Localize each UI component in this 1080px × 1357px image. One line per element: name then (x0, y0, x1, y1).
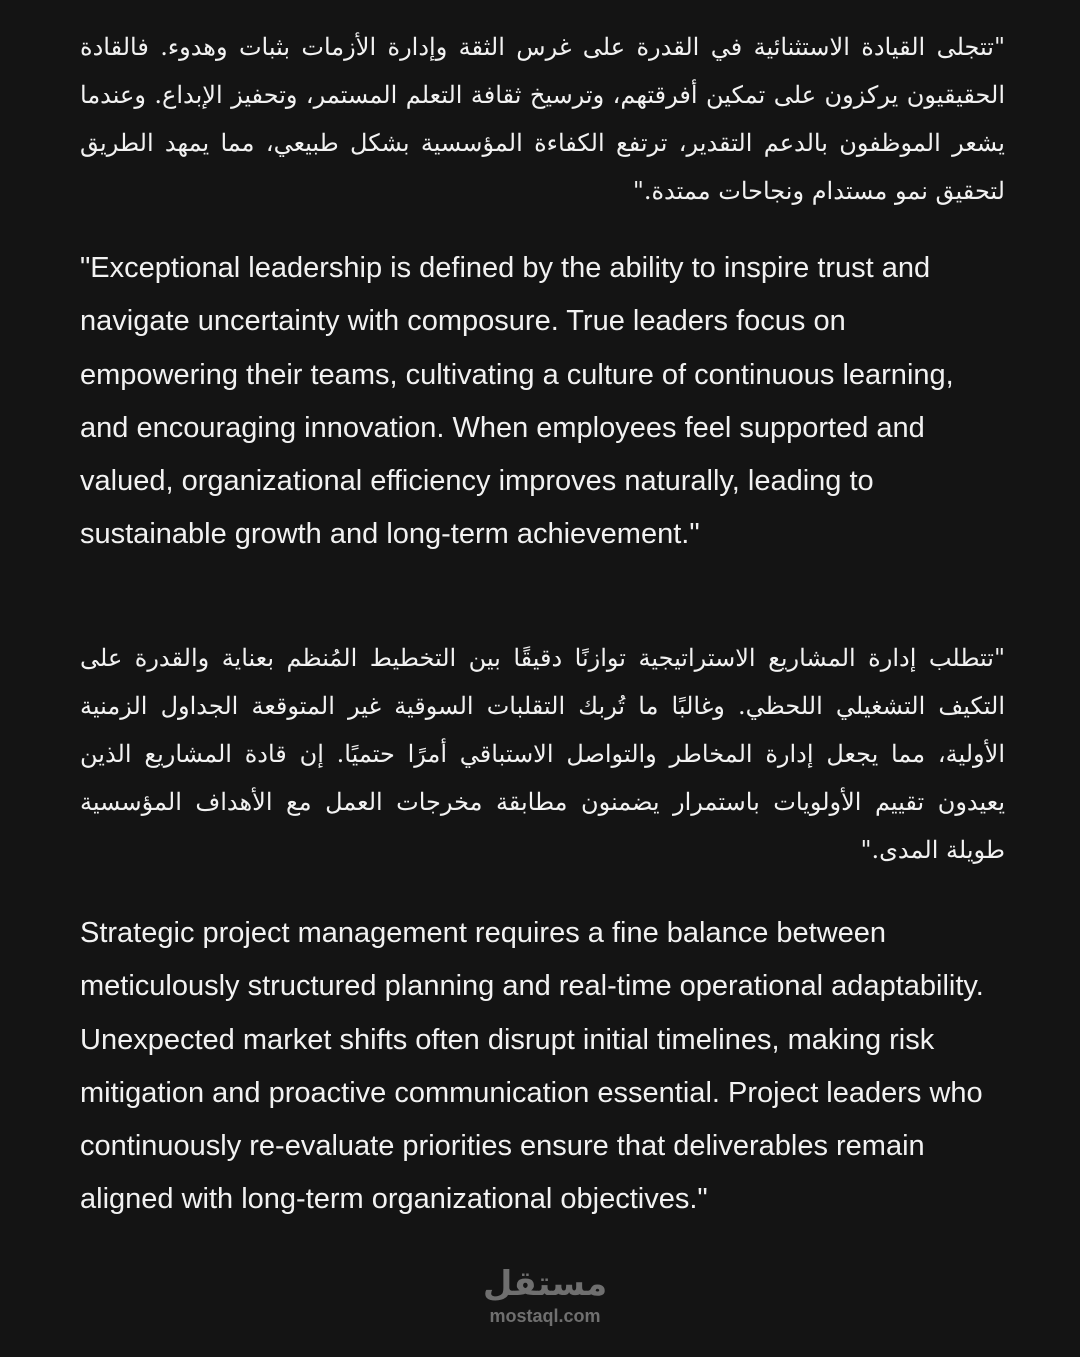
arabic-paragraph-project-management: "تتطلب إدارة المشاريع الاستراتيجية توازنًا دقيقًا بين التخطيط المُنظم بعناية والقدرة على التكيف التشغيلي اللحظي. وغالبًا ما تُربك التقلبات السوقية غير المتوقعة الجداول الزمنية الأولية، مما يجعل إدارة المخاطر والتواصل الاستباقي أمرًا حتميًا. إن قادة المشاريع الذين يعيدون تقييم الأولويات باستمرار يضمنون مطابقة مخرجات العمل مع الأهداف المؤسسية طويلة المدى." (80, 644, 1005, 864)
english-paragraph-leadership: "Exceptional leadership is defined by the ability to inspire trust and navigate uncertainty with composure. True leaders focus on empowering their teams, cultivating a culture of continuous learning, and encouraging innovation. When employees feel supported and valued, organizational efficiency improves naturally, leading to sustainable growth and long-term achievement." (80, 252, 954, 551)
english-paragraph-project-management: Strategic project management requires a fine balance between meticulously structured planning and real-time operational adaptability. Unexpected market shifts often disrupt initial timelines, making risk mitigation and proactive communication essential. Project leaders who continuously re-evaluate priorities ensure that deliverables remain aligned with long-term organizational objectives." (80, 917, 984, 1216)
mostaql-watermark (470, 1262, 620, 1334)
watermark-logo: مستقل (482, 1264, 608, 1304)
arabic-paragraph-leadership: "تتجلى القيادة الاستثنائية في القدرة على غرس الثقة وإدارة الأزمات بثبات وهدوء. فالقادة الحقيقيون يركزون على تمكين أفرقتهم، وترسيخ ثقافة التعلم المستمر، وتحفيز الإبداع. وعندما يشعر الموظفون بالدعم التقدير، ترتفع الكفاءة المؤسسية بشكل طبيعي، مما يمهد الطريق لتحقيق نمو مستدام ونجاحات ممتدة." (80, 33, 1005, 205)
watermark-url: mostaql.com (489, 1306, 601, 1326)
